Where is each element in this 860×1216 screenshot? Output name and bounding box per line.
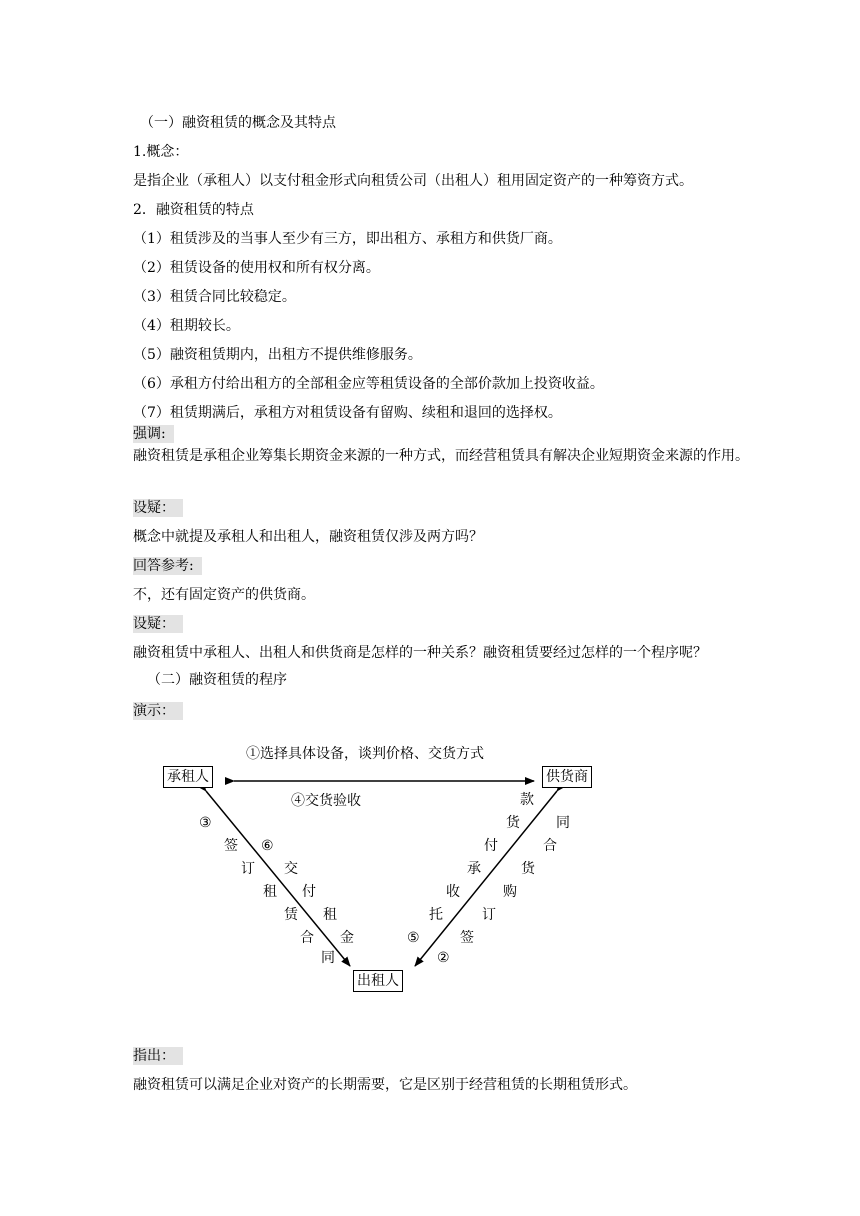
step-5-char: 托 <box>429 907 443 923</box>
answer-text: 不，还有固定资产的供货商。 <box>133 587 315 603</box>
step-1-label: ①选择具体设备，谈判价格、交货方式 <box>246 746 484 762</box>
feature-item: （7）租赁期满后，承租方对租赁设备有留购、续租和退回的选择权。 <box>133 405 562 421</box>
step-6-marker: ⑥ <box>261 838 274 854</box>
step-3-char: 赁 <box>284 907 298 923</box>
point-text: 融资租赁可以满足企业对资产的长期需要，它是区别于经营租赁的长期租赁形式。 <box>133 1077 637 1093</box>
step-2-char: 货 <box>521 861 535 877</box>
lessor-node: 出租人 <box>353 970 403 992</box>
feature-item: （4）租期较长。 <box>133 318 240 334</box>
step-2-marker: ② <box>437 950 450 966</box>
feature-item: （1）租赁涉及的当事人至少有三方，即出租方、承租方和供货厂商。 <box>133 231 562 247</box>
step-5-marker: ⑤ <box>407 930 420 946</box>
step-2-char: 购 <box>503 884 517 900</box>
question2-text: 融资租赁中承租人、出租人和供货商是怎样的一种关系？融资租赁要经过怎样的一个程序呢？ <box>133 645 707 661</box>
feature-item: （2）租赁设备的使用权和所有权分离。 <box>133 260 380 276</box>
step-2-char: 同 <box>556 815 570 831</box>
step-3-char: 签 <box>224 838 238 854</box>
step-3-char: 订 <box>241 861 255 877</box>
step-2-char: 签 <box>460 930 474 946</box>
section-heading-1: （一）融资租赁的概念及其特点 <box>140 115 336 131</box>
demo-label-text: 演示： <box>133 702 183 720</box>
supplier-node: 供货商 <box>542 766 592 788</box>
answer-label-text: 回答参考: <box>133 557 202 575</box>
concept-title: 1.概念： <box>133 144 189 160</box>
step-5-char: 收 <box>446 884 460 900</box>
step-6-char: 金 <box>340 930 354 946</box>
left-double-arrow <box>206 791 350 966</box>
step-5-char: 付 <box>484 838 498 854</box>
step-3-char: 同 <box>321 950 335 966</box>
step-5-char: 承 <box>467 861 481 877</box>
point-label <box>133 1046 183 1066</box>
features-title: 2．融资租赁的特点 <box>133 202 254 218</box>
emphasis-text: 融资租赁是承租企业筹集长期资金来源的一种方式，而经营租赁具有解决企业短期资金来源的作用。 <box>133 448 749 464</box>
step-4-label: ④交货验收 <box>291 793 361 809</box>
step-6-char: 交 <box>284 861 298 877</box>
question1-label-text: 设疑： <box>133 499 183 517</box>
feature-item: （5）融资租赁期内，出租方不提供维修服务。 <box>133 347 422 363</box>
step-3-char: 合 <box>300 930 314 946</box>
step-5-char: 货 <box>506 815 520 831</box>
step-3-char: 租 <box>263 884 277 900</box>
emphasis-label-text: 强调: <box>133 425 174 443</box>
step-3-marker: ③ <box>199 815 212 831</box>
right-double-arrow <box>415 791 557 966</box>
step-2-char: 订 <box>482 907 496 923</box>
step-6-char: 付 <box>302 884 316 900</box>
question2-label-text: 设疑： <box>133 615 183 633</box>
lessee-node: 承租人 <box>163 766 213 788</box>
step-2-char: 合 <box>543 838 557 854</box>
question1-text: 概念中就提及承租人和出租人，融资租赁仅涉及两方吗？ <box>133 529 483 545</box>
section-heading-2: （二）融资租赁的程序 <box>147 672 287 688</box>
feature-item: （3）租赁合同比较稳定。 <box>133 289 296 305</box>
feature-item: （6）承租方付给出租方的全部租金应等租赁设备的全部价款加上投资收益。 <box>133 376 604 392</box>
step-5-char: 款 <box>520 792 534 808</box>
concept-text: 是指企业（承租人）以支付租金形式向租赁公司（出租人）租用固定资产的一种筹资方式。 <box>133 173 693 189</box>
point-label-text: 指出： <box>133 1047 183 1065</box>
step-6-char: 租 <box>323 907 337 923</box>
